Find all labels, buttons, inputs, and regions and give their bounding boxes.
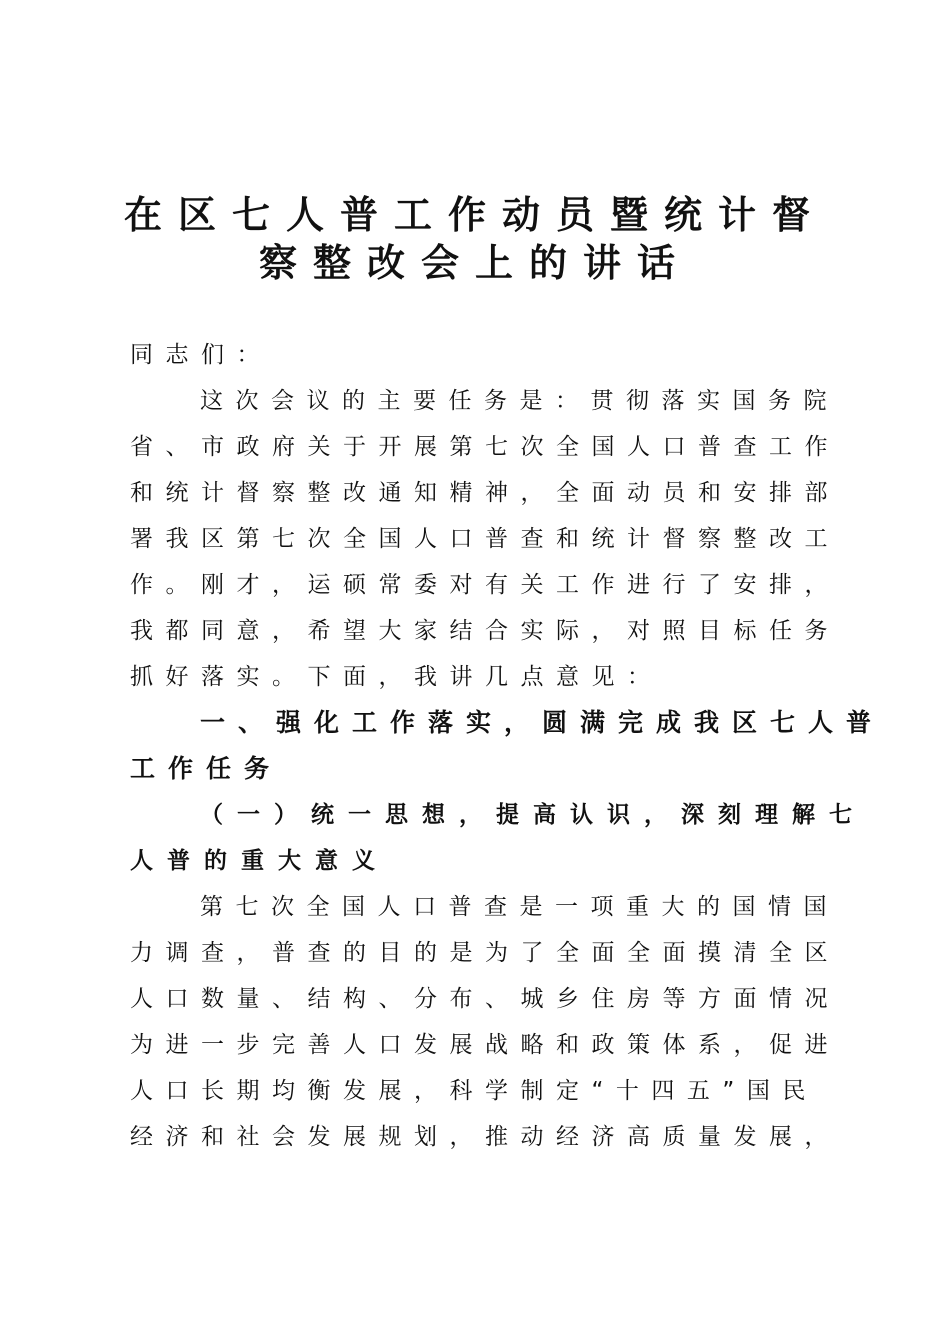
section-heading-1 xyxy=(130,700,885,792)
salutation: 同志们： xyxy=(130,342,272,368)
paragraph-2 xyxy=(130,884,840,1160)
document-title-line-1: 在区七人普工作动员暨统计督 xyxy=(123,192,826,237)
subsection-heading-1 xyxy=(130,792,866,884)
section-heading-1-line: 工作任务 xyxy=(130,754,283,783)
paragraph-2-line: 经济和社会发展规划，推动经济高质量发展， xyxy=(130,1124,840,1150)
paragraph-1-line: 我都同意，希望大家结合实际，对照目标任务 xyxy=(130,618,840,644)
paragraph-1-line: 署我区第七次全国人口普查和统计督察整改工 xyxy=(130,526,840,552)
paragraph-1-line: 和统计督察整改通知精神，全面动员和安排部 xyxy=(130,480,840,506)
subsection-heading-1-line: （一）统一思想，提高认识，深刻理解七 xyxy=(200,801,866,828)
paragraph-2-line: 人口数量、结构、分布、城乡住房等方面情况 xyxy=(130,986,840,1012)
paragraph-2-line: 为进一步完善人口发展战略和政策体系，促进 xyxy=(130,1032,840,1058)
section-heading-1-line: 一、强化工作落实，圆满完成我区七人普 xyxy=(200,708,885,737)
paragraph-1-line: 作。刚才，运硕常委对有关工作进行了安排， xyxy=(130,572,840,598)
paragraph-2-line: 人口长期均衡发展，科学制定“十四五”国民 xyxy=(130,1078,818,1104)
subsection-heading-1-line: 人普的重大意义 xyxy=(130,847,389,874)
paragraph-1-line: 省、市政府关于开展第七次全国人口普查工作 xyxy=(130,434,840,460)
document-title-line-2: 察整改会上的讲话 xyxy=(258,240,691,285)
paragraph-1-line: 抓好落实。下面，我讲几点意见： xyxy=(130,664,663,690)
paragraph-2-line: 第七次全国人口普查是一项重大的国情国 xyxy=(200,894,839,920)
paragraph-2-line: 力调查，普查的目的是为了全面全面摸清全区 xyxy=(130,940,840,966)
paragraph-1-line: 这次会议的主要任务是：贯彻落实国务院 xyxy=(200,388,839,414)
paragraph-1 xyxy=(130,378,840,700)
